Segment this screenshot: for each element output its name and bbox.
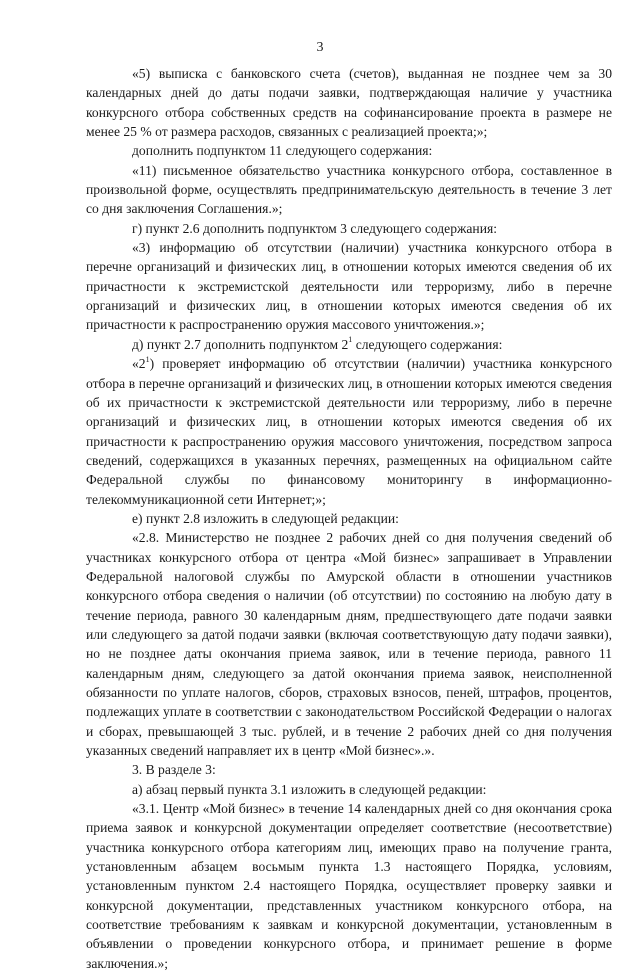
document-body bbox=[86, 64, 612, 973]
page-number: 3 bbox=[316, 40, 324, 55]
paragraph-add-subitem-11: дополнить подпунктом 11 следующего содержания: bbox=[132, 143, 433, 159]
paragraph-item-a: а) абзац первый пункта 3.1 изложить в следующей редакции: bbox=[132, 781, 487, 797]
paragraph-subitem-3: «3) информацию об отсутствии (наличии) участника конкурсного отбора в перечне организаций и физических лиц, в отношении которых имеются сведения об их причастности к экстремистской деятельности или терроризму, либо в перечне организаций и физических лиц, в отношении которых имеются сведения об их причастности к распространению оружия массового уничтожения.»; bbox=[86, 240, 612, 333]
paragraph-subitem-2-1: «$2^1$) проверяет информацию об отсутствии (наличии) участника конкурсного отбора в перечне организаций и физических лиц, в отношении которых имеются сведения об их причастности к экстремистской деятельности или терроризму, либо в перечне организаций и физических лиц, в отношении которых имеются сведения об их причастности к распространению оружия массового уничтожения, посредством запроса сведений, содержащихся в указанных перечнях, размещенных на официальном сайте Федеральной службы по финансовому мониторингу в информационно-телекоммуникационной сети Интернет;»; bbox=[86, 354, 612, 507]
paragraph-subitem-11: «11) письменное обязательство участника конкурсного отбора, составленное в произвольной форме, осуществлять предпринимательскую деятельность в течение 3 лет со дня заключения Соглашения.»; bbox=[86, 162, 612, 217]
paragraph-item-e: е) пункт 2.8 изложить в следующей редакции: bbox=[132, 510, 399, 526]
paragraph-section-3: 3. В разделе 3: bbox=[132, 762, 216, 778]
paragraph-item-3-1: «3.1. Центр «Мой бизнес» в течение 14 календарных дней со дня окончания срока приема заявок и конкурсной документации определяет соответствие (несоответствие) участника конкурсного отбора категориям лиц, имеющих право на получение гранта, установленным абзацем восьмым пункта 1.3 настоящего Порядка, условиям, установленным пунктом 2.4 настоящего Порядка, осуществляет проверку заявки и конкурсной документации, представленных участником конкурсного отбора, на соответствие требованиям к заявкам и конкурсной документации, установленным в объявлении о проведении конкурсного отбора, и принимает решение в форме заключения.»; bbox=[86, 801, 612, 971]
paragraph-item-d: д) пункт 2.7 дополнить подпунктом $2^1$ следующего содержания: bbox=[132, 335, 503, 352]
paragraph-subitem-5: «5) выписка с банковского счета (счетов), выданная не позднее чем за 30 календарных дней до даты подачи заявки, подтверждающая наличие у участника конкурсного отбора собственных средств на софинансирование проекта в размере не менее 25 % от размера расходов, связанных с реализацией проекта;»; bbox=[86, 66, 612, 140]
paragraph-item-2-8: «2.8. Министерство не позднее 2 рабочих дней со дня получения сведений об участниках конкурсного отбора от центра «Мой бизнес» запрашивает в Управлении Федеральной налоговой службы по Амурской области в отношении участников конкурсного отбора сведения о наличии (об отсутствии) по состоянию на любую дату в течение периода, равного 30 календарным дням, предшествующего дате подачи заявки или следующего за датой подачи заявки (включая соответствующую дату подачи заявки), но не позднее даты окончания приема заявок, или в течение периода, равного 11 календарным дням, следующего за датой окончания приема заявок, неисполненной обязанности по уплате налогов, сборов, страховых взносов, пеней, штрафов, процентов, подлежащих уплате в соответствии с законодательством Российской Федерации о налогах и сборах, превышающей 3 тыс. рублей, и в течение 2 рабочих дней со дня получения указанных сведений направляет их в центр «Мой бизнес».». bbox=[86, 530, 612, 759]
paragraph-item-g: г) пункт 2.6 дополнить подпунктом 3 следующего содержания: bbox=[132, 220, 498, 236]
